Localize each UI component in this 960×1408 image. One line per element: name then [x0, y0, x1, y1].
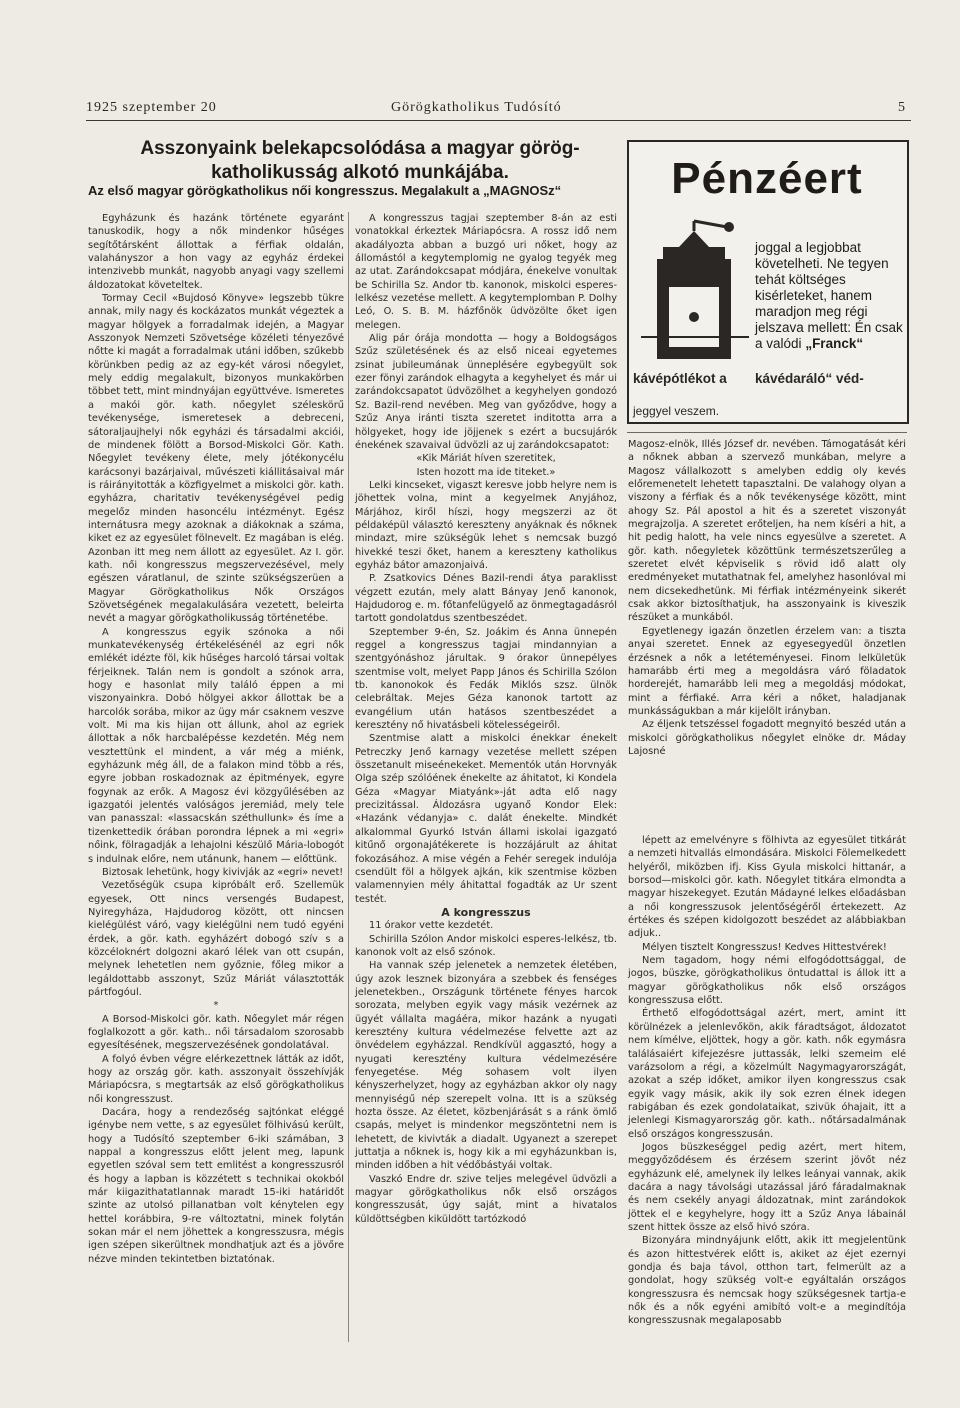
verse-line: «Kik Máriát híven szeretitek, [416, 453, 556, 465]
paragraph: Alig pár órája mondotta — hogy a Boldogságos Szűz születésének és az első niceai egyetemes zsinat jubileumának ünneplésére egybegyült sok ezer fönyi zarándok elhagyta a kegyhelyet és már ui zarándokcsapatot üdvözölhet a kegyhelyen gondozó Sz. Bazil-rend nevében. Meg van győződve, hogy a Szűz Anya iránti tiszta szeretet inditotta arra a hölgyeket, hogy ide jöjjenek s ezért a bucsujárók énekének szavaival üdvözli az uj zarándokcsapatot: [355, 333, 617, 451]
ad-body: joggal a legjobbat követelheti. Ne tegyen tehát költséges kisérleteket, hanem maradjon meg régi jelszava mellett: Én csak a valódi „Franck“ [755, 240, 903, 351]
ad-headline: Pénzéert [671, 154, 863, 203]
paragraph: Tormay Cecil «Bujdosó Könyve» legszebb tükre annak, mily nagy és kockázatos munkát végeztek a magyar hölgyek a forradalmak idején, a Magyar Asszonyok Nemzeti Szövetsége közéleti tényezővé nőtte ki magát a forradalmak utáni időben, szűkebb körünkben pedig az az egy-két városi nőegylet, mely eddig megalakult, bizonyos munkakörben többet tett, mint mindnyájan együttvéve. Ismeretes a makói gör. kath. nőegylet széleskörű tevékenysége, ismeretesek a debreceni, sátoraljaujhelyi nők egyházi és társadalmi akciói, de mindenek fölött a Borsod-Miskolci Gör. Kath. Nőegylet tevékeny élete, mely jótékonycélu karácsonyi bazárjaival, művészeti kiállitásaival már is ráirányitották a közfigyelmet a miskolci gör. kath. egyházra, charitativ tevékenységével pedig megelőz minden hasoncélu intézményt. Egész internátusra megy azoknak a diákoknak a száma, kiket ez az egyesület fölnevelt. Ez magában is elég. Azonban itt meg nem állott az egyesület. Az I. gör. kath. női kongresszus megszervezésével, mely egészen váratlanul, de szinte szükségszerüen a Magyar Görögkatholikus Nők Országos Szövetségének megalakulására vezetett, beleirta nevét a magyar görögkatholikusság történetébe. [88, 293, 344, 625]
paragraph: P. Zsatkovics Dénes Bazil-rendi átya paraklisst végzett ezután, mely alatt Bányay Jenő kanonok, Hajdudorog e. m. főtanfelügyelő az önmegtagadásról tartott gondolatdus szentbeszédet. [355, 573, 617, 625]
article-subtitle: Az első magyar görögkatholikus női kongresszus. Megalakult a „MAGNOSz“ [88, 183, 562, 198]
header-rule [86, 120, 911, 121]
paragraph: A folyó évben végre elérkezettnek látták az időt, hogy az ország gör. kath. asszonyait összehívják Máriapócsra, s megtartsák az első görögkatholikus női kongresszust. [88, 1053, 344, 1105]
ad-bold-right: kávédaráló“ véd- [755, 371, 864, 386]
ad-footer: jeggyel veszem. [633, 404, 720, 418]
section-heading: A kongresszus [441, 905, 531, 919]
paragraph: Biztosak lehetünk, hogy kivivják az «egri» nevet! [102, 866, 344, 878]
coffee-grinder-icon [639, 217, 749, 367]
paragraph: Vezetőségük csupa kipróbált erő. Szellemük egyesek, Ott nincs versengés Budapest, Nyiregyháza, Hajdudorog között, ott nincsen kielégülést váró, vagy kielégülni nem tudó egyéni érdek, a gör. kath. egyházért dobogó szív s a közcéloknért dolgozni akaró lélek van ott csupán, melynek lehetetlen nem győznie, főleg mikor a legáldottabb asszonyt, Szűz Máriát választották pártfogóul. [88, 880, 344, 998]
paragraph: Magosz-elnök, Illés József dr. nevében. Támogatását kéri a nőknek abban a szervező munkában, melyre a Magosz vállalkozott s amelyben eddig oly kevés előremenetelt lehetett tapasztalni. De valahogy olyan a viszony a férfiak és a nők tevékenysége között, mint ahogy Sz. Pál apostol a hit és a szeretet viszonyát megrajzolja. A szeretet erőteljen, ha nem kíséri a hit, a hit pedig halott, ha vele nincs egyesülve a szeretet. A gör. kath. nőegyletek közöttünk természetszerűleg a szeretet elvét képviselik s rövid idő alatt oly eredményeket mutathatnak fel, amelyhez hasonlóval mi nem dicsekedhetünk. Mi férfiak intézményeink sikerét csak akkor biztosíthatjuk, ha asszonyaink is kiveszik részüket a munkából. [628, 439, 906, 624]
verse-line: Isten hozott ma ide titeket.» [416, 466, 556, 478]
paragraph: Jogos büszkeséggel pedig azért, mert hitem, meggyőződésem és érzésem szerint jövőt néz egyházunk elé, amelynek ily lelkes leányai vannak, akik dacára a nagy távolsági utazással járó fáradalmaknak és nem csekély anyagi áldozatnak, mint zarándokok jöttek el e kegyhelyre, hogy itt a Szűz Anya lábainál szent hittek össze az első hivó szóra. [628, 1141, 906, 1233]
paragraph: 11 órakor vette kezdetét. [369, 920, 494, 932]
article-column-3-top [628, 438, 906, 758]
paragraph: Vaszkó Endre dr. szive teljes melegével üdvözli a magyar görögkatholikus nők első országos kongresszusát, úgy saját, mint a hivatalos küldöttségben kiküldött tartózkodó [355, 1173, 617, 1225]
issue-date: 1925 szeptember 20 [86, 100, 217, 115]
paragraph: Szentmise alatt a miskolci énekkar énekelt Petreczky Jenő karnagy vezetése mellett szépen összetanult miseénekeket. Mementók után Horvnyák Olga szép szólóének énekelte az áhitatot, ki Kondela Géza «Magyar Miatyánk»-ját adta elő nagy precizitással. Áldozásra ugyanő Kondor Elek: «Hazánk védanyja» c. dalát énekelte. Mindkét alkalommal Gyurkó István állami iskolai igazgató kitűnő orgonajátékerete is hozzájárult az áhitat fokozásához. A mise végén a Fehér seregek indulója csendült föl a hölgyek ajkán, kik szentmise közben valamennyien mély áhitattal fogadták az Ur szent testét. [355, 733, 617, 905]
ad-bold-line [633, 370, 901, 387]
paragraph: Lelki kincseket, vigaszt keresve jobb helyre nem is jöhettek volna, mint a kegyelmek Anyjához, Márjához, kiről híszi, hogy megszerzi az öt példaképül választó kereszteny anyáknak és nőknek mindazt, mire szükségük lehet s nemcsak buzgó hivekké teszi őket, hanem a kereszteny katholikus egyház bátor amazonjaivá. [355, 479, 617, 571]
ad-brand: „Franck“ [805, 336, 864, 351]
section-mark: * [213, 1000, 219, 1012]
paragraph: Érthető elfogódottságal azért, mert, amint itt körülnézek a jelenlevőkön, akik fáradtságot, áldozatot nem kímélve, eljöttek, hogy a gör. kath. nők egymásra találásaiért kifejezésre juttassák, lelki szemeim elé varázsolom a régi, a közelmúlt Nagymagyarországát, azokat a szép időket, amikor ilyen kongresszus csak egyik vagy másik, akik ily sok ezren élnek idegen rabigában és ezek gondolataikat, szivük óhajait, itt a jelenlegi Kismagyarország gör. kath.. nőtársadalmának első országos kongresszusán. [628, 1008, 906, 1140]
page-header [86, 100, 906, 122]
paragraph: Mélyen tisztelt Kongresszus! Kedves Hittestvérek! [642, 941, 887, 953]
paragraph: A Borsod-Miskolci gör. kath. Nőegylet már régen foglalkozott a gör. kath.. női társadalom szorosabb egyesítésének, megszervezésének gondolatával. [88, 1013, 344, 1052]
paragraph: A kongresszus tagjai szeptember 8-án az esti vonatokkal érkeztek Máriapócsra. A rossz idő nem akadályozta abban a buzgó uri nőket, hogy az állomástól a kegytemplomig ne gyalog tegyék meg az utat. Zarándokcsapat módjára, énekelve vonultak be Schirilla Sz. Andor tb. kanonok, miskolci esperes-lelkész vezetése mellett. A kegytemplomban P. Dolhy Leó, O. S. B. M. házfőnök üdvözölte őket igen melegen. [355, 213, 617, 331]
paragraph: Ha vannak szép jelenetek a nemzetek életében, úgy azok lesznek bizonyára a szebbek és fenséges jelenetekben., Országunk története fényes harcok sorozata, melyben egyik vagy másik vezérnek az ügyét vállalta magáéra, mikor hazánk a nyugati keresztény kultura védelmezése felvette azt az önvédelem egyházzal. Rendkívül aggasztó, hogy a nyugati keresztény kultura védelmezésére fenyegetése. Még sohasem volt ilyen kényszerhelyzet, hogy az egyházban akkor oly nagy mennyiségű nép szerepelt volna. Itt is a szükség hozta össze. Az életet, közbenjárását s a ránk ömlő csapás, melyet is mindenkor megszöntetni nem is lehetett, de kivivták a diadalt. Ugyanezt a szerepet juttatja a nőknek is, hogy kik a mi egyházunkban is, minden időben a hit védőbástyái voltak. [355, 960, 617, 1172]
paragraph: A kongresszus egyik szónoka a női munkatevékenység értékelésénél az egri nők emlékét idézte föl, kik hűséges harcoló társai voltak férjeiknek. Talán nem is gondolt a szónok arra, hogy e hasonlat mily találó éppen a mi viszonyainkra. Dobó hölgyei akkor állottak be a harcolók sorába, mikor az ügy már csaknem veszve volt. Mi ma kis hijan ott állunk, ahol az egriek állottak a nők harcbalépésse kezdetén. Még nem vesztettünk el mindent, a vár még a miénk, egyházunk még áll, de a falakon mind több a rés, egyre jobban roskadoznak az épitmények, egyre fogynak az erők. A Magosz évi közgyűlésében az igazgatói jelentés valóságos jeremiád, mely tele van panasszal: «lassacskán széthullunk» és íme a tizenkettedik órában porondra lépnek a mi «egri» nőink, fölragadják a lehajolni készülő Mária-lobogót s indulnak előre, nem utánunk, hanem — előttünk. [88, 626, 344, 865]
paragraph: Egyházunk és hazánk története egyaránt tanuskodik, hogy a nők mindenkor hűséges segítőtársként állottak a férfiak oldalán, valahányszor a hon vagy az egyház érdekei intenzivebb munkát, nagyobb anyagi vagy szellemi áldozatokat követeltek. [88, 213, 344, 291]
paragraph: lépett az emelvényre s fölhivta az egyesület titkárát a nemzeti hitvallás elmondására. Miskolci Fölemelkedett helyéről, miközben ifj. Kiss Gyula miskolci hittanár, a borsod—miskolci gör. kath. Nőegylet titkára elmondta a magyar hiszekegyet. Ezután Mádayné lelkes előadásban a női kongresszusok jelentőségéről értekezett. Az értékes és szépen kidolgozott beszédet az alábbiakban adjuk.. [628, 835, 906, 940]
paragraph: Bizonyára mindnyájunk előtt, akik itt megjelentünk és azon hittestvérek előtt is, akiket az éjet ezernyi gondja és baja távol, otthon tart, felmerült az a gondolat, hogy szükség volt-e egyáltalán országos kongresszusra és nemcsak hogy szükségesnek tartja-e nők és a nők egyéni amibító volt-e a megindítója kongresszusnak megalaposabb [628, 1235, 906, 1327]
ad-bold-left: kávépótlékot a [633, 371, 727, 386]
paragraph: Schirilla Szólon Andor miskolci esperes-lelkész, tb. kanonok volt az első szónok. [355, 933, 617, 958]
page-number: 5 [898, 100, 906, 115]
paragraph: Nem tagadom, hogy némi elfogódottsággal, de jogos, büszke, görögkatholikus öntudattal is állok itt a magyar görögkatholikus nők első országos kongresszusa előtt. [628, 955, 906, 1007]
ad-divider [627, 432, 907, 433]
article-column-3 [628, 834, 906, 1328]
paragraph: Egyetlenegy igazán önzetlen érzelem van: a tiszta anyai szeretet. Ennek az egyesegyedül önzetlen érzésnek a nők a letéteményesei. Finom lelkületük hamarább érti meg a megoldásra váró föladatok horderejét, hamarább leli meg a megoldásj módokat, mint a férfiaké. Arra kéri a nőket, haladjanak munkásságukban a már kijelölt irányban. [628, 625, 906, 717]
paragraph: Szeptember 9-én, Sz. Joákim és Anna ünnepén reggel a kongresszus tagjai mindannyian a szentgyónáshoz járultak. 9 órakor ünnepélyes szentmise volt, melyet Papp János és Schirilla Szólon tb. kanonokok és Fedák Miklós szsz. ülnök celebráltak. Mejes Géza kanonok tartott az evangélium után hatásos szentbeszédet a keresztény nő hivatásbeli kötelességeiről. [355, 626, 617, 732]
column-divider [348, 212, 349, 1342]
article-title: Asszonyaink belekapcsolódása a magyar görög-katholikusság alkotó munkájába. [140, 138, 580, 183]
advertisement [627, 140, 909, 424]
newspaper-name: Görögkatholikus Tudósító [391, 100, 562, 115]
article-column-2 [355, 212, 617, 1226]
paragraph: Az éljenk tetszéssel fogadott megnyitó beszéd után a miskolci görögkatholikus nőegylet elnöke dr. Máday Lajosné [628, 719, 906, 757]
article-column-1 [88, 212, 344, 1266]
paragraph: Dacára, hogy a rendezőség sajtónkat eléggé igénybe nem vette, s az egyesület fölhivású került, hogy a Tudósító szeptember 6-iki számában, 3 nappal a kongresszus előtt jelent meg, lapunk egyetlen szóval sem tett emlitést a kongresszusról és hogy a lapban is közzétett s technikai okokból már kiigazithatatlannak maradt 15-iki határidőt szinte az utolsó pillanatban volt kénytelen egy hettel korábbira, 9-re változtatni, minek folytán sokan már el nem jöhettek a kongresszusra, mégis igen szépen sikerültnek mondhatjuk azt és a jövőre nézve minden tekintetben biztatónak. [88, 1107, 344, 1265]
